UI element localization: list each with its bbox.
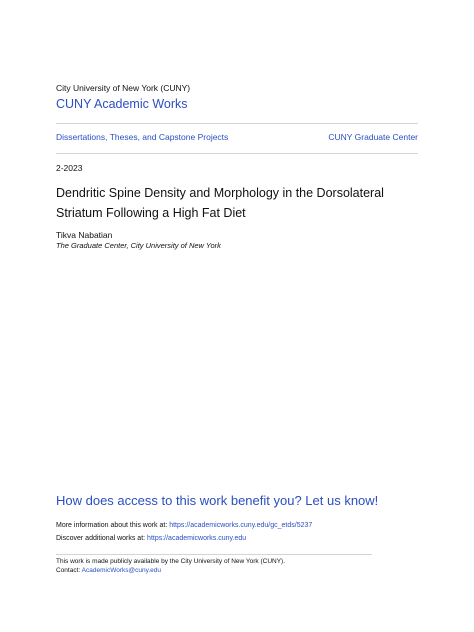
collection-divider (56, 153, 418, 154)
publication-date: 2-2023 (56, 163, 83, 173)
discover-label: Discover additional works at: (56, 535, 148, 542)
repository-link[interactable]: CUNY Academic Works (56, 97, 188, 111)
footer-divider (56, 554, 372, 555)
document-title: Dendritic Spine Density and Morphology in the Dorsolateral Striatum Following a High Fat Diet (56, 186, 384, 220)
discover-line (56, 535, 246, 542)
contact-label: Contact: (56, 567, 82, 574)
author-name: Tikva Nabatian (56, 230, 113, 240)
graduate-center-link[interactable]: CUNY Graduate Center (328, 132, 418, 142)
series-link[interactable]: Dissertations, Theses, and Capstone Projects (56, 132, 229, 142)
more-info-line (56, 522, 312, 529)
contact-email-link[interactable]: AcademicWorks@cuny.edu (81, 567, 161, 574)
institution-name: City University of New York (CUNY) (56, 83, 191, 93)
author-affiliation: The Graduate Center, City University of New York (56, 241, 221, 250)
availability-notice: This work is made publicly available by the City University of New York (CUNY). (56, 558, 286, 565)
top-divider (56, 123, 418, 124)
more-info-label: More information about this work at: (56, 522, 170, 529)
feedback-link[interactable]: How does access to this work benefit you? Let us know! (56, 493, 379, 508)
more-info-url-link[interactable]: https://academicworks.cuny.edu/gc_etds/5237 (169, 522, 313, 529)
discover-url-link[interactable]: https://academicworks.cuny.edu (147, 535, 247, 542)
contact-line (56, 567, 161, 574)
